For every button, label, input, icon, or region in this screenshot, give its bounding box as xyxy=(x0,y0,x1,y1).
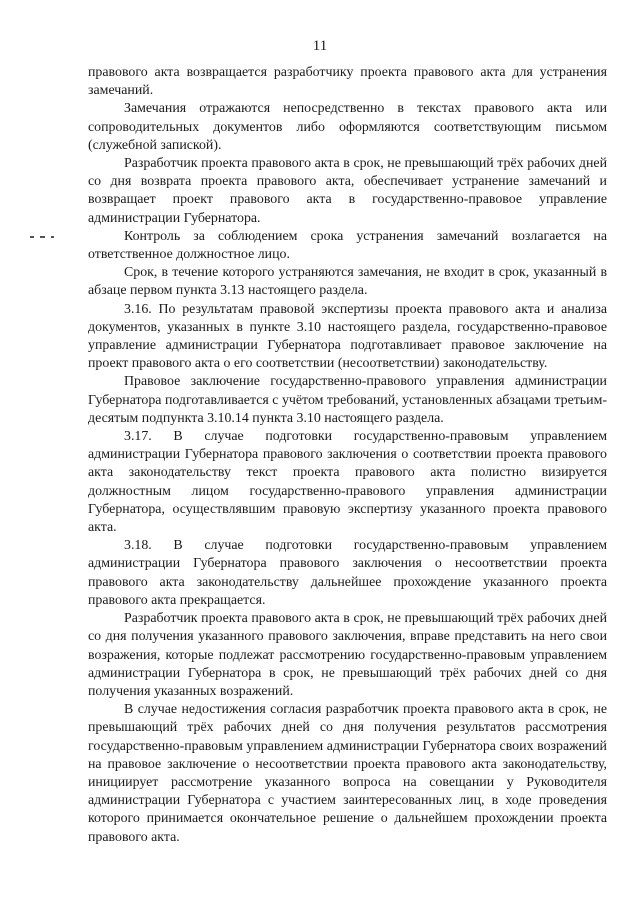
document-body xyxy=(88,64,607,847)
page-number: 11 xyxy=(312,38,328,54)
paragraph-p11: В случае недостижения согласия разработчик проекта правового акта в срок, не превышающий трёх рабочих дней со дня получения результатов рассмотрения государственно-правовым управлением администрации Губернатора своих возражений на правовое заключение о несоответствии проекта правового акта законодательству, инициирует рассмотрение указанного вопроса на совещании у Руководителя администрации Губернатора с участием заинтересованных лиц, в ходе проведения которого принимается окончательное решение о дальнейшем прохождении проекта правового акта. xyxy=(88,702,607,845)
paragraph-p7: Правовое заключение государственно-правового управления администрации Губернатора подготавливается с учётом требований, установленных абзацами третьим-десятым подпункта 3.10.14 пункта 3.10 настоящего раздела. xyxy=(88,374,607,426)
paragraph-p5: Срок, в течение которого устраняются замечания, не входит в срок, указанный в абзаце первом пункта 3.13 настоящего раздела. xyxy=(88,265,607,299)
paragraph-p10: Разработчик проекта правового акта в срок, не превышающий трёх рабочих дней со дня получения указанного правового заключения, вправе представить на него свои возражения, которые подлежат рассмотрению государственно-правовым управлением администрации Губернатора в срок, не превышающий трёх рабочих дней со дня получения указанных возражений. xyxy=(88,611,607,699)
paragraph-p4: Контроль за соблюдением срока устранения замечаний возлагается на ответственное должностное лицо. xyxy=(88,228,607,263)
paragraph-p6: 3.16. По результатам правовой экспертизы проекта правового акта и анализа документов, указанных в пункте 3.10 настоящего раздела, государственно-правовое управление администрации Губернатора подготавливает правовое заключение на проект правового акта о его соответствии (несоответствии) законодательству. xyxy=(88,301,607,372)
paragraph-p8: 3.17. В случае подготовки государственно-правовым управлением администрации Губернатора правового заключения о соответствии проекта правового акта законодательству текст проекта правового акта полистно визируется должностным лицом государственно-правового управления администрации Губернатора, осуществлявшим правовую экспертизу указанного проекта правового акта. xyxy=(88,429,607,536)
paragraph-p2: Замечания отражаются непосредственно в текстах правового акта или сопроводительных документов либо оформляются соответствующим письмом (служебной запиской). xyxy=(88,101,607,153)
paragraph-p3: Разработчик проекта правового акта в срок, не превышающий трёх рабочих дней со дня возврата проекта правового акта, обеспечивает устранение замечаний и возвращает проект правового акта в государственно-правовое управление администрации Губернатора. xyxy=(88,156,607,226)
paragraph-p9: 3.18. В случае подготовки государственно-правовым управлением администрации Губернатора правового заключения о несоответствии проекта правового акта законодательству дальнейшее прохождение указанного проекта правового акта прекращается. xyxy=(88,538,607,608)
paragraph-p1: правового акта возвращается разработчику проекта правового акта для устранения замечаний. xyxy=(88,65,607,99)
margin-mark xyxy=(30,234,60,240)
